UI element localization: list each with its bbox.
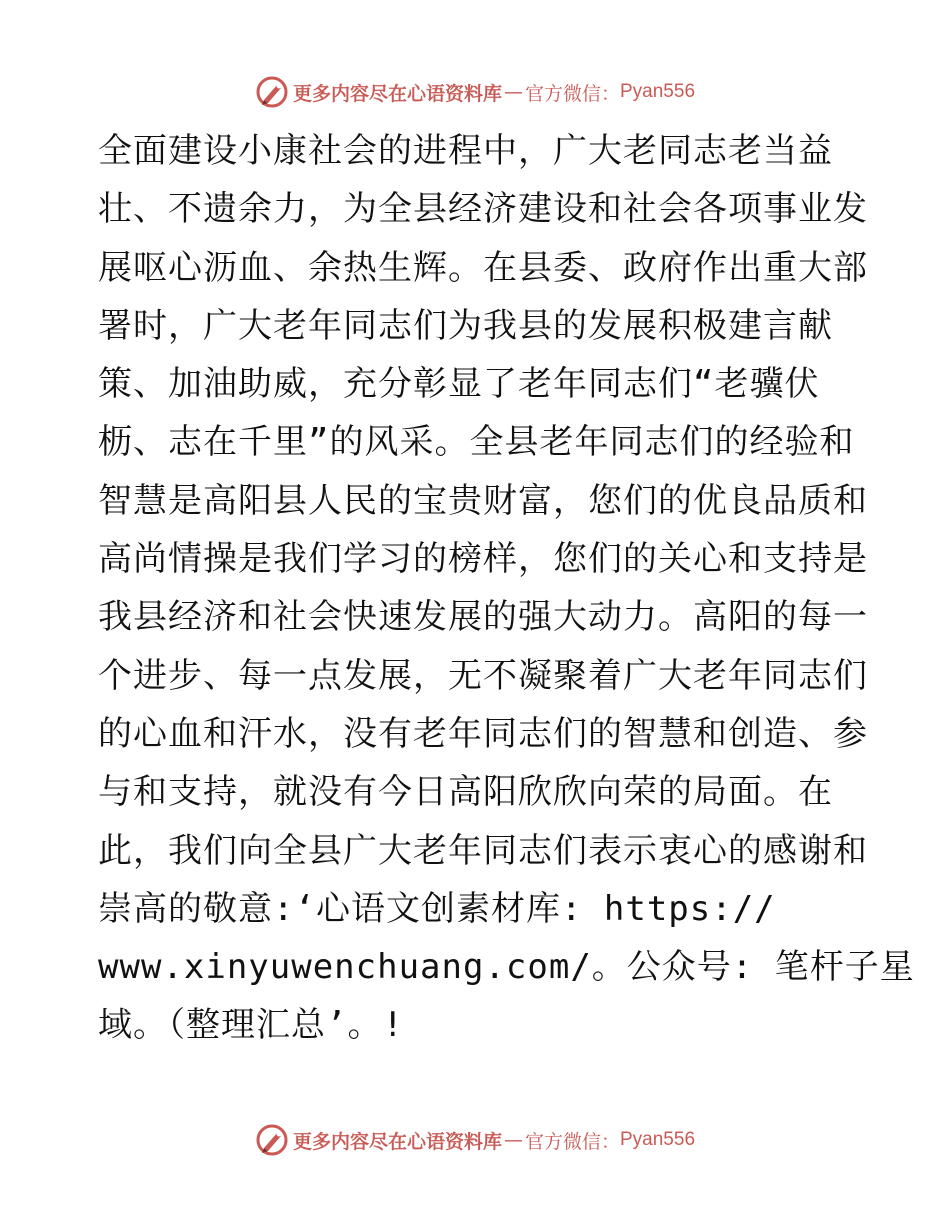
- body-line: www.xinyuwenchuang.com/。公众号: 笔杆子星: [98, 947, 915, 988]
- body-line: 崇高的敬意:‘心语文创素材库: https://: [98, 888, 776, 929]
- footer-banner: [0, 1120, 950, 1160]
- footer-contact-id: Pyan556: [620, 1129, 696, 1150]
- body-line: 域。（整理汇总’。!: [98, 1005, 404, 1046]
- pen-logo-icon: [255, 75, 289, 109]
- header-banner: [0, 72, 950, 112]
- pen-logo-icon: [255, 1123, 289, 1157]
- document-body: [98, 122, 915, 1055]
- body-line: 策、加油助威，充分彰显了老年同志们“老骥伏: [98, 364, 820, 405]
- footer-separator: —: [503, 1129, 523, 1151]
- body-line: 枥、志在千里”的风采。全县老年同志们的经验和: [98, 422, 855, 463]
- body-line: 个进步、每一点发展，无不凝聚着广大老年同志们: [98, 655, 868, 696]
- body-line: 全面建设小康社会的进程中，广大老同志老当益: [98, 131, 833, 171]
- header-contact-label: 官方微信：: [524, 82, 620, 105]
- header-brand-text: 更多内容尽在心语资料库: [292, 82, 502, 105]
- header-contact-id: Pyan556: [620, 81, 696, 102]
- body-line: 我县经济和社会快速发展的强大动力。高阳的每一: [98, 597, 868, 638]
- header-separator: —: [503, 81, 523, 103]
- footer-contact-label: 官方微信：: [524, 1130, 620, 1153]
- body-line: 智慧是高阳县人民的宝贵财富，您们的优良品质和: [98, 480, 868, 521]
- body-line: 展呕心沥血、余热生辉。在县委、政府作出重大部: [98, 247, 868, 288]
- body-line: 壮、不遗余力，为全县经济建设和社会各项事业发: [98, 189, 868, 230]
- body-line: 与和支持，就没有今日高阳欣欣向荣的局面。在: [98, 772, 833, 813]
- footer-brand-text: 更多内容尽在心语资料库: [292, 1130, 502, 1153]
- body-line: 署时，广大老年同志们为我县的发展积极建言献: [98, 305, 833, 346]
- body-line: 的心血和汗水，没有老年同志们的智慧和创造、参: [98, 713, 868, 754]
- body-line: 高尚情操是我们学习的榜样，您们的关心和支持是: [98, 539, 868, 580]
- body-line: 此，我们向全县广大老年同志们表示衷心的感谢和: [98, 830, 868, 871]
